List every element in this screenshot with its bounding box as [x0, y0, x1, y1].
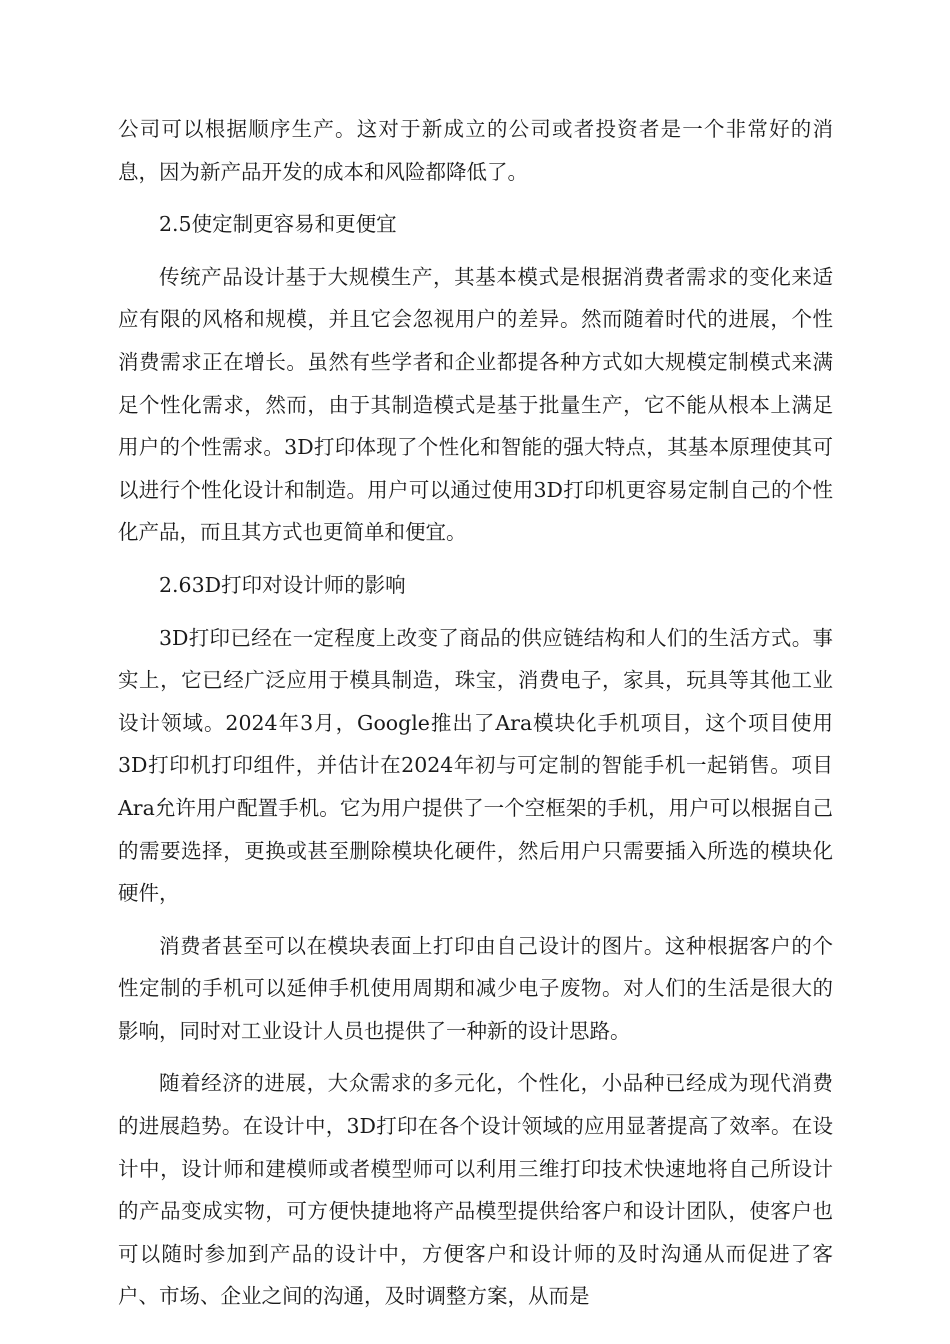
- paragraph-project-ara: 3D打印已经在一定程度上改变了商品的供应链结构和人们的生活方式。事实上，它已经广泛应用于模具制造，珠宝，消费电子，家具，玩具等其他工业设计领域。2024年3月，Google推出了Ara模块化手机项目，这个项目使用3D打印机打印组件，并估计在2024年初与可定制的智能手机一起销售。项目Ara允许用户配置手机。它为用户提供了一个空框架的手机，用户可以根据自己的需要选择，更换或甚至删除模块化硬件，然后用户只需要插入所选的模块化硬件，: [118, 625, 833, 906]
- paragraph-gap: [118, 915, 833, 925]
- paragraph-gap: [118, 246, 833, 256]
- paragraph-consumer-printing: 消费者甚至可以在模块表面上打印由自己设计的图片。这种根据客户的个性定制的手机可以延伸手机使用周期和减少电子废物。对人们的生活是很大的影响，同时对工业设计人员也提供了一种新的设计思路。: [118, 933, 833, 1043]
- paragraph-gap: [118, 193, 833, 203]
- paragraph-continued: 公司可以根据顺序生产。这对于新成立的公司或者投资者是一个非常好的消息，因为新产品开发的成本和风险都降低了。: [118, 117, 833, 184]
- paragraph-gap: [118, 554, 833, 564]
- paragraph-customization: 传统产品设计基于大规模生产，其基本模式是根据消费者需求的变化来适应有限的风格和规模，并且它会忽视用户的差异。然而随着时代的进展，个性消费需求正在增长。虽然有些学者和企业都提各种方式如大规模定制模式来满足个性化需求，然而，由于其制造模式是基于批量生产，它不能从根本上满足用户的个性需求。3D打印体现了个性化和智能的强大特点，其基本原理使其可以进行个性化设计和制造。用户可以通过使用3D打印机更容易定制自己的个性化产品，而且其方式也更简单和便宜。: [118, 264, 833, 545]
- document-body: [118, 108, 833, 1318]
- section-heading-2-5: 2.5使定制更容易和更便宜: [159, 212, 397, 237]
- paragraph-gap: [118, 1052, 833, 1062]
- section-heading-2-6: 2.63D打印对设计师的影响: [159, 572, 406, 597]
- paragraph-gap: [118, 607, 833, 617]
- paragraph-design-efficiency: 随着经济的进展，大众需求的多元化，个性化，小品种已经成为现代消费的进展趋势。在设计中，3D打印在各个设计领域的应用显著提高了效率。在设计中，设计师和建模师或者模型师可以利用三维打印技术快速地将自己所设计的产品变成实物，可方便快捷地将产品模型提供给客户和设计团队，使客户也可以随时参加到产品的设计中，方便客户和设计师的及时沟通从而促进了客户、市场、企业之间的沟通，及时调整方案，从而是: [118, 1071, 833, 1309]
